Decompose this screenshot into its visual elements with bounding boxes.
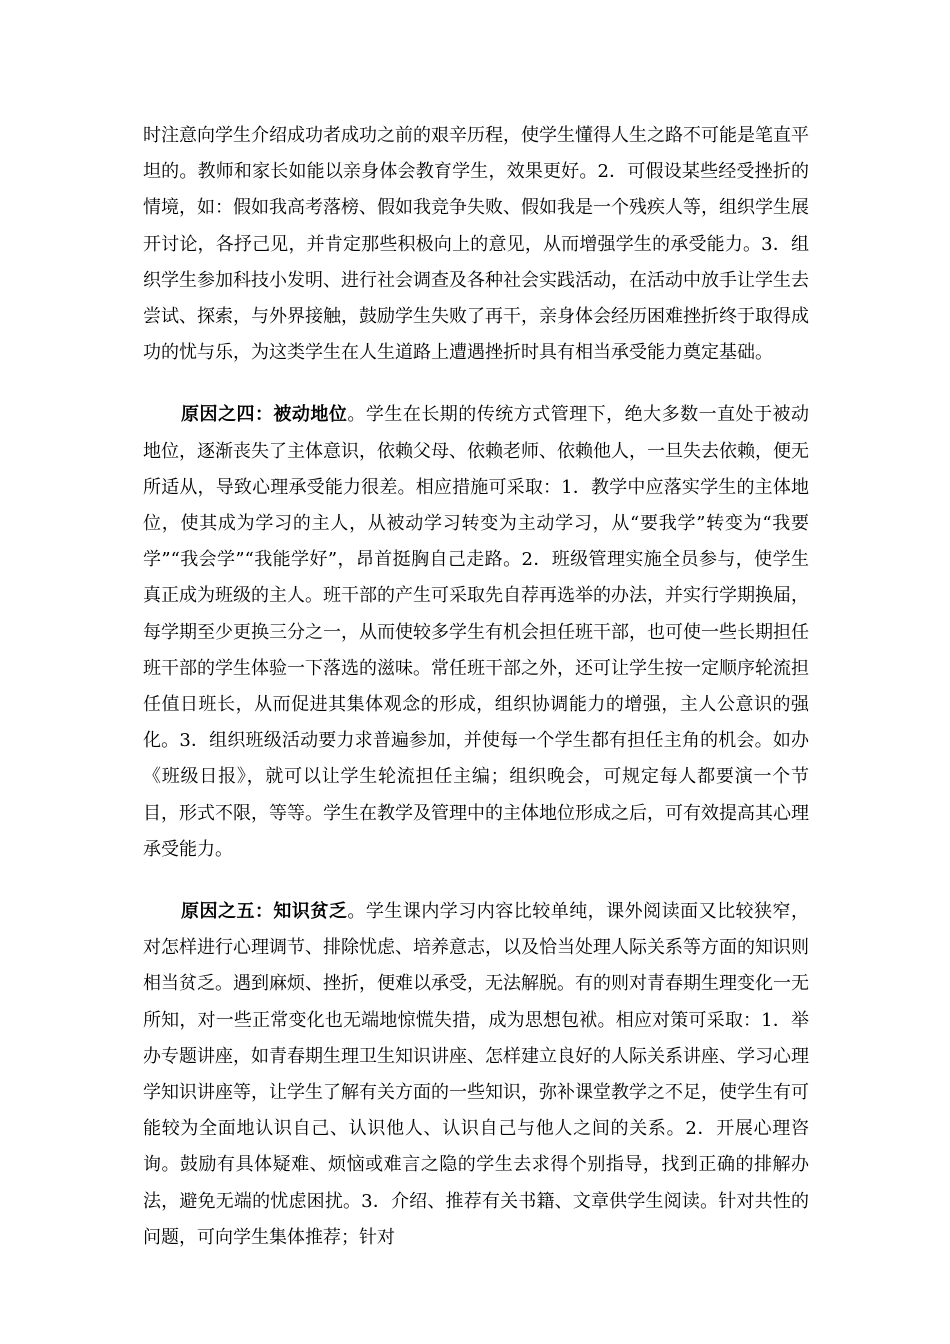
paragraph-continuation [143,118,809,371]
paragraph-text: 。学生在长期的传统方式管理下，绝大多数一直处于被动地位，逐渐丧失了主体意识，依赖父母、依赖老师、依赖他人，一旦失去依赖，便无所适从，导致心理承受能力很差。相应措施可采取：1．教学中应落实学生的主体地位，使其成为学习的主人，从被动学习转变为主动学习，从“要我学”转变为“我要学”“我会学”“我能学好”，昂首挺胸自己走路。2．班级管理实施全员参与，使学生真正成为班级的主人。班干部的产生可采取先自荐再选举的办法，并实行学期换届，每学期至少更换三分之一，从而使较多学生有机会担任班干部，也可使一些长期担任班干部的学生体验一下落选的滋味。常任班干部之外，还可让学生按一定顺序轮流担任值日班长，从而促进其集体观念的形成，组织协调能力的增强，主人公意识的强化。3．组织班级活动要力求普遍参加，并使每一个学生都有担任主角的机会。如办《班级日报》，就可以让学生轮流担任主编；组织晚会，可规定每人都要演一个节目，形式不限，等等。学生在教学及管理中的主体地位形成之后，可有效提高其心理承受能力。 [143,404,810,860]
paragraph-text: 时注意向学生介绍成功者成功之前的艰辛历程，使学生懂得人生之路不可能是笔直平坦的。教师和家长如能以亲身体会教育学生，效果更好。2．可假设某些经受挫折的情境，如：假如我高考落榜、假如我竞争失败、假如我是一个残疾人等，组织学生展开讨论，各抒己见，并肯定那些积极向上的意见，从而增强学生的承受能力。3．组织学生参加科技小发明、进行社会调查及各种社会实践活动，在活动中放手让学生去尝试、探索，与外界接触，鼓励学生失败了再干，亲身体会经历困难挫折终于取得成功的忧与乐，为这类学生在人生道路上遭遇挫折时具有相当承受能力奠定基础。 [143,125,809,364]
paragraph-reason-five [143,894,809,1256]
document-body [143,118,809,1256]
paragraph-heading: 原因之五：知识贫乏 [181,901,348,923]
paragraph-text: 。学生课内学习内容比较单纯，课外阅读面又比较狭窄，对怎样进行心理调节、排除忧虑、培养意志，以及恰当处理人际关系等方面的知识则相当贫乏。遇到麻烦、挫折，便难以承受，无法解脱。有的则对青春期生理变化一无所知，对一些正常变化也无端地惊慌失措，成为思想包袱。相应对策可采取：1．举办专题讲座，如青春期生理卫生知识讲座、怎样建立良好的人际关系讲座、学习心理学知识讲座等，让学生了解有关方面的一些知识，弥补课堂教学之不足，使学生有可能较为全面地认识自己、认识他人、认识自己与他人之间的关系。2．开展心理咨询。鼓励有具体疑难、烦恼或难言之隐的学生去求得个别指导，找到正确的排解办法，避免无端的忧虑困扰。3．介绍、推荐有关书籍、文章供学生阅读。针对共性的问题，可向学生集体推荐；针对 [143,901,810,1248]
paragraph-reason-four [143,397,809,868]
paragraph-heading: 原因之四：被动地位 [181,404,348,426]
